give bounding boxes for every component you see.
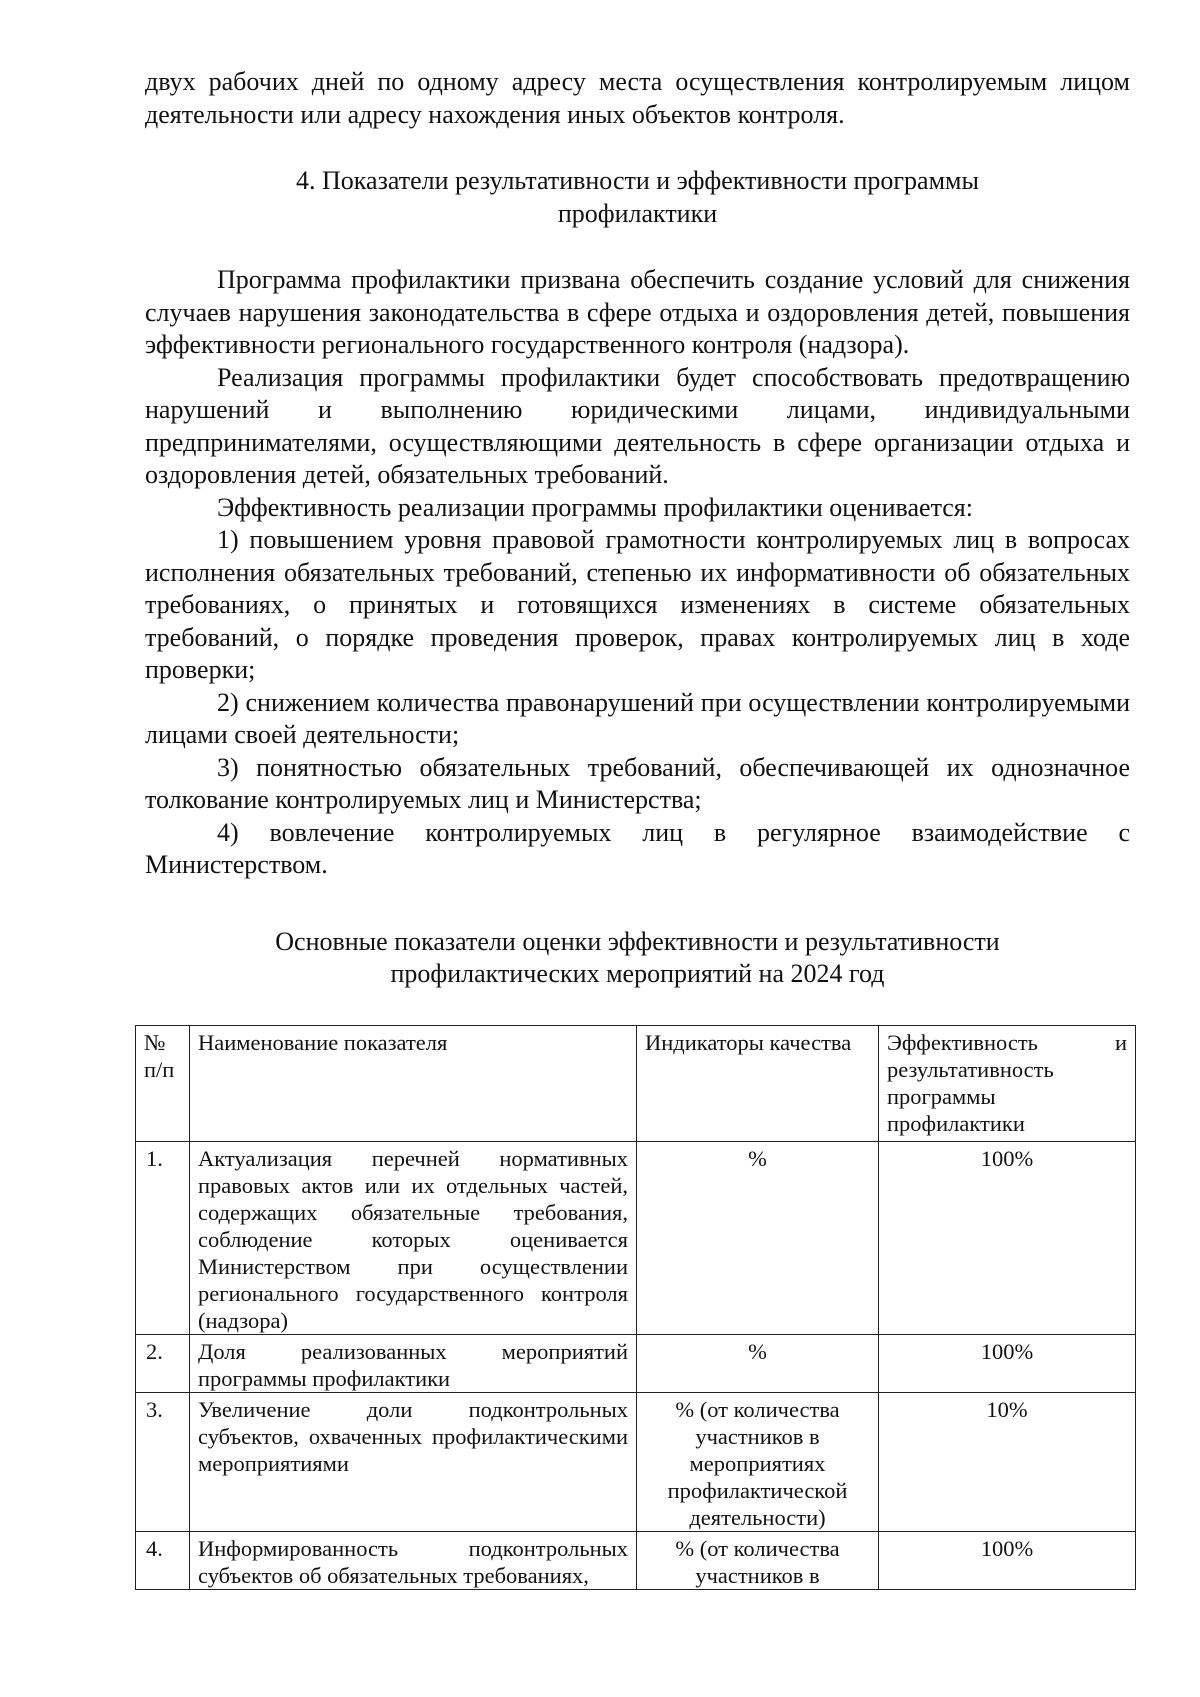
continued-paragraph: двух рабочих дней по одному адресу места осуществления контролируемым лицом деятельности или адресу нахождения иных объектов контроля. xyxy=(145,67,1130,129)
row-num: 3. xyxy=(136,1392,190,1531)
header-name: Наименование показателя xyxy=(190,1025,637,1141)
list-item-4: 4) вовлечение контролируемых лиц в регулярное взаимодействие с Министерством. xyxy=(145,817,1130,879)
row-quality: % xyxy=(637,1334,879,1392)
row-quality: % (от количества участников в xyxy=(637,1531,879,1589)
paragraph-program-implementation: Реализация программы профилактики будет способствовать предотвращению нарушений и выполнению юридическими лицами, индивидуальными предпринимателями, осуществляющими деятельность в сфере организации отдыха и оздоровления детей, обязательных требований. xyxy=(145,362,1130,489)
row-num: 4. xyxy=(136,1531,190,1589)
table-row xyxy=(136,1141,1136,1334)
table-row xyxy=(136,1531,1136,1589)
header-eff-word2: и xyxy=(1114,1029,1127,1055)
section-4-heading-line2: профилактики xyxy=(557,198,718,228)
list-item-2: 2) снижением количества правонарушений при осуществлении контролируемыми лицами своей деятельности; xyxy=(145,687,1130,749)
row-name: Актуализация перечней нормативных правовых актов или их отдельных частей, содержащих обязательные требования, соблюдение которых оценивается Министерством при осуществлении регионального государственного контроля (надзора) xyxy=(190,1141,637,1334)
section-4-heading xyxy=(145,165,1130,230)
section-4-heading-line1: 4. Показатели результативности и эффективности программы xyxy=(296,166,979,195)
table-heading-line2: профилактических мероприятий на 2024 год xyxy=(390,959,885,988)
row-quality: % xyxy=(637,1141,879,1334)
header-eff-word1: Эффективность xyxy=(887,1029,1038,1055)
list-item-1: 1) повышением уровня правовой грамотности контролируемых лиц в вопросах исполнения обязательных требований, степенью их информативности об обязательных требованиях, о принятых и готовящихся изменениях в системе обязательных требований, о порядке проведения проверок, правах контролируемых лиц в ходе проверки; xyxy=(145,525,1130,684)
row-quality: % (от количества участников в мероприятиях профилактической деятельности) xyxy=(637,1392,879,1531)
document-page xyxy=(145,66,1130,1590)
header-eff-rest: результативность программы профилактики xyxy=(887,1056,1054,1136)
paragraph-program-purpose: Программа профилактики призвана обеспечить создание условий для снижения случаев нарушения законодательства в сфере отдыха и оздоровления детей, повышения эффективности регионального государственного контроля (надзора). xyxy=(145,265,1130,359)
header-effectiveness xyxy=(879,1025,1136,1141)
header-num: № п/п xyxy=(136,1025,190,1141)
list-item-3: 3) понятностью обязательных требований, обеспечивающей их однозначное толкование контролируемых лиц и Министерства; xyxy=(145,752,1130,814)
row-value: 10% xyxy=(879,1392,1136,1531)
table-heading-line1: Основные показатели оценки эффективности и результативности xyxy=(275,926,1000,956)
row-num: 1. xyxy=(136,1141,190,1334)
header-quality: Индикаторы качества xyxy=(637,1025,879,1141)
row-name: Информированность подконтрольных субъектов об обязательных требованиях, xyxy=(190,1531,637,1589)
row-name: Увеличение доли подконтрольных субъектов, охваченных профилактическими мероприятиями xyxy=(190,1392,637,1531)
row-num: 2. xyxy=(136,1334,190,1392)
table-row xyxy=(136,1392,1136,1531)
row-value: 100% xyxy=(879,1141,1136,1334)
table-heading xyxy=(145,926,1130,991)
paragraph-effectiveness-intro: Эффективность реализации программы профилактики оценивается: xyxy=(217,492,973,522)
row-value: 100% xyxy=(879,1334,1136,1392)
indicators-table xyxy=(135,1025,1136,1590)
table-row xyxy=(136,1334,1136,1392)
table-header-row xyxy=(136,1025,1136,1141)
row-value: 100% xyxy=(879,1531,1136,1589)
row-name: Доля реализованных мероприятий программы профилактики xyxy=(190,1334,637,1392)
